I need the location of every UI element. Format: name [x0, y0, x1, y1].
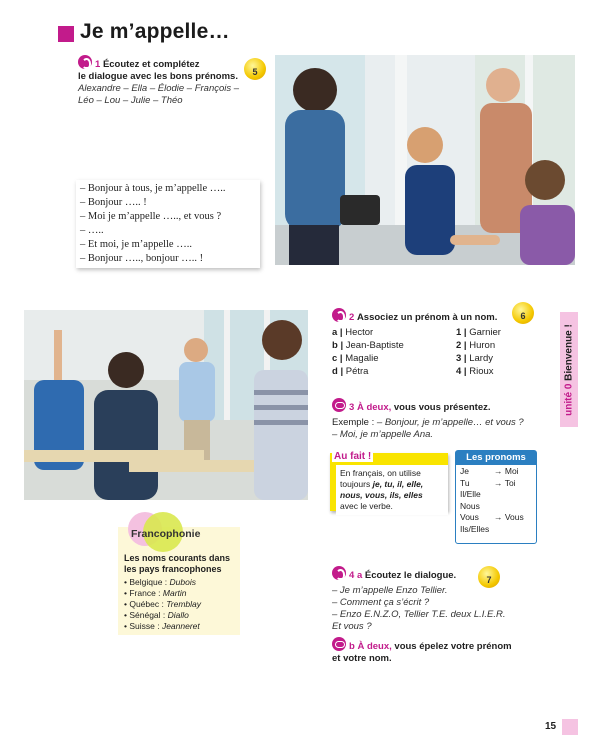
pronouns-title: Les pronoms: [456, 451, 536, 465]
match-row: [332, 339, 522, 352]
list-item: [124, 577, 201, 588]
last-name: Huron: [469, 340, 496, 351]
au-fait-title: Au fait !: [334, 451, 372, 462]
pronoun-stressed: → Vous: [494, 512, 524, 522]
page-number: 15: [545, 721, 557, 732]
last-name: Lardy: [469, 353, 493, 364]
au-fait-line: toujours: [340, 479, 373, 489]
audio-track-badge[interactable]: 5: [244, 58, 266, 80]
dialogue-line: – Bonjour ….., bonjour ….. !: [80, 253, 204, 264]
francophonie-subtitle-line: les pays francophones: [124, 564, 222, 574]
pronoun-subject: Il/Elle: [460, 489, 481, 499]
au-fait-line: En français, on utilise: [340, 468, 421, 478]
match-letter: c |: [332, 353, 343, 364]
exercise-1: [78, 55, 258, 107]
list-item: [124, 588, 201, 599]
dialogue-line: – Bonjour ….. !: [80, 197, 147, 208]
list-item: [124, 610, 201, 621]
first-name: Magalie: [345, 353, 379, 364]
page-corner-tab: [562, 719, 578, 735]
exercise-4-instruction-b: et votre nom.: [332, 653, 392, 664]
exercise-1-names-1: Alexandre – Ella – Élodie – François –: [78, 83, 240, 94]
surname: Jeanneret: [161, 621, 200, 631]
au-fait-pronouns: nous, vous, ils, elles: [340, 490, 423, 500]
exercise-2-instruction: Associez un prénom à un nom.: [356, 312, 498, 323]
exercise-3: [332, 398, 557, 441]
pronoun-row: [460, 524, 532, 536]
dialogue-line: Et vous ?: [332, 621, 372, 632]
match-row: [332, 352, 522, 365]
dialogue-line: – Enzo E.N.Z.O, Tellier T.E. deux L.I.E.R.: [332, 609, 506, 620]
match-number: 2 |: [456, 340, 467, 351]
exercise-4-instruction-a: Écoutez le dialogue.: [364, 570, 457, 581]
audio-track-badge[interactable]: 6: [512, 302, 534, 324]
match-number: 3 |: [456, 353, 467, 364]
country: • France :: [124, 588, 163, 598]
dialogue-line: – Bonjour à tous, je m’appelle …..: [80, 183, 226, 194]
dialogue-box: [76, 180, 260, 268]
pronoun-row: [460, 478, 532, 490]
pronoun-row: [460, 489, 532, 501]
list-item: [124, 599, 201, 610]
surname: Martin: [162, 588, 187, 598]
unit-side-label: [564, 324, 575, 416]
exercise-3-number: 3: [349, 402, 355, 413]
unit-title: Bienvenue !: [563, 324, 575, 381]
audio-track-badge[interactable]: 7: [478, 566, 500, 588]
exercise-3-instruction: vous vous présentez.: [393, 402, 491, 413]
country: • Suisse :: [124, 621, 162, 631]
exercise-2-number: 2: [349, 312, 355, 323]
match-number: 4 |: [456, 366, 467, 377]
last-name: Garnier: [469, 327, 501, 338]
pair-work-icon: [332, 637, 346, 651]
pronoun-subject: Tu: [460, 477, 470, 488]
match-row: [332, 326, 522, 339]
francophonie-list: [124, 577, 201, 632]
country: • Québec :: [124, 599, 167, 609]
pronoun-stressed: → Moi: [494, 466, 519, 476]
pronoun-row: [460, 466, 532, 478]
photo-handshake: [275, 55, 575, 265]
pronoun-stressed: → Toi: [494, 477, 516, 488]
au-fait-line: avec le verbe.: [340, 501, 393, 511]
pronoun-subject: Ils/Elles: [460, 523, 490, 534]
example-line: – Moi, je m’appelle Ana.: [332, 429, 434, 440]
first-name: Jean-Baptiste: [345, 340, 404, 351]
exercise-4-number: 4: [349, 570, 355, 581]
match-letter: a |: [332, 327, 343, 338]
match-letter: d |: [332, 366, 344, 377]
list-item: [124, 621, 201, 632]
pronouns-box: [455, 450, 537, 544]
first-name: Hector: [345, 327, 374, 338]
match-letter: b |: [332, 340, 344, 351]
francophonie-subtitle-line: Les noms courants dans: [124, 553, 231, 563]
pronoun-subject: Vous: [460, 512, 479, 522]
example-label: Exemple :: [332, 417, 375, 428]
francophonie-subtitle: [124, 553, 242, 575]
pronoun-row: [460, 501, 532, 513]
pronoun-subject: Je: [460, 466, 469, 476]
pronoun-subject: Nous: [460, 500, 480, 511]
unit-number: unité 0: [563, 383, 575, 416]
exercise-1-instruction-1: Écoutez et complétez: [102, 59, 200, 70]
exercise-4-instruction-b: vous épelez votre prénom: [394, 641, 512, 652]
dialogue-line: – …..: [80, 225, 104, 236]
exercise-4-part-b: b: [349, 641, 355, 652]
pronoun-row: [460, 512, 532, 524]
matching-table: [332, 326, 522, 378]
listen-icon: [332, 566, 346, 580]
listen-icon: [332, 308, 346, 322]
au-fait-content: [336, 465, 448, 515]
exercise-4: [332, 566, 557, 665]
dialogue-line: – Et moi, je m’appelle …..: [80, 239, 192, 250]
last-name: Rioux: [469, 366, 494, 377]
pair-work-icon: [332, 398, 346, 412]
surname: Diallo: [167, 610, 189, 620]
exercise-1-instruction-2: le dialogue avec les bons prénoms.: [78, 71, 238, 82]
francophonie-title: Francophonie: [131, 528, 201, 540]
photo-classroom: [24, 310, 308, 500]
page-title: Je m’appelle…: [80, 20, 230, 43]
dialogue-line: – Moi je m’appelle ….., et vous ?: [80, 211, 222, 222]
exercise-1-number: 1: [95, 59, 101, 70]
exercise-4-part-a: a: [356, 570, 363, 581]
exercise-2: [332, 308, 497, 324]
match-number: 1 |: [456, 327, 467, 338]
dialogue-line: – Je m’appelle Enzo Tellier.: [332, 585, 448, 596]
dialogue-line: – Comment ça s’écrit ?: [332, 597, 430, 608]
match-row: [332, 365, 522, 378]
country: • Sénégal :: [124, 610, 168, 620]
au-fait-pronouns: je, tu, il, elle,: [372, 479, 424, 489]
exercise-3-label: À deux,: [356, 402, 392, 413]
first-name: Pétra: [345, 366, 369, 377]
listen-icon: [78, 55, 92, 69]
exercise-1-names-2: Léo – Lou – Julie – Théo: [78, 95, 183, 106]
exercise-4-label-b: À deux,: [357, 641, 392, 652]
au-fait-box: [330, 453, 448, 511]
country: • Belgique :: [124, 577, 170, 587]
surname: Dubois: [169, 577, 196, 587]
example-line: – Bonjour, je m’appelle… et vous ?: [376, 417, 524, 428]
title-marker: [58, 26, 74, 42]
surname: Tremblay: [166, 599, 201, 609]
